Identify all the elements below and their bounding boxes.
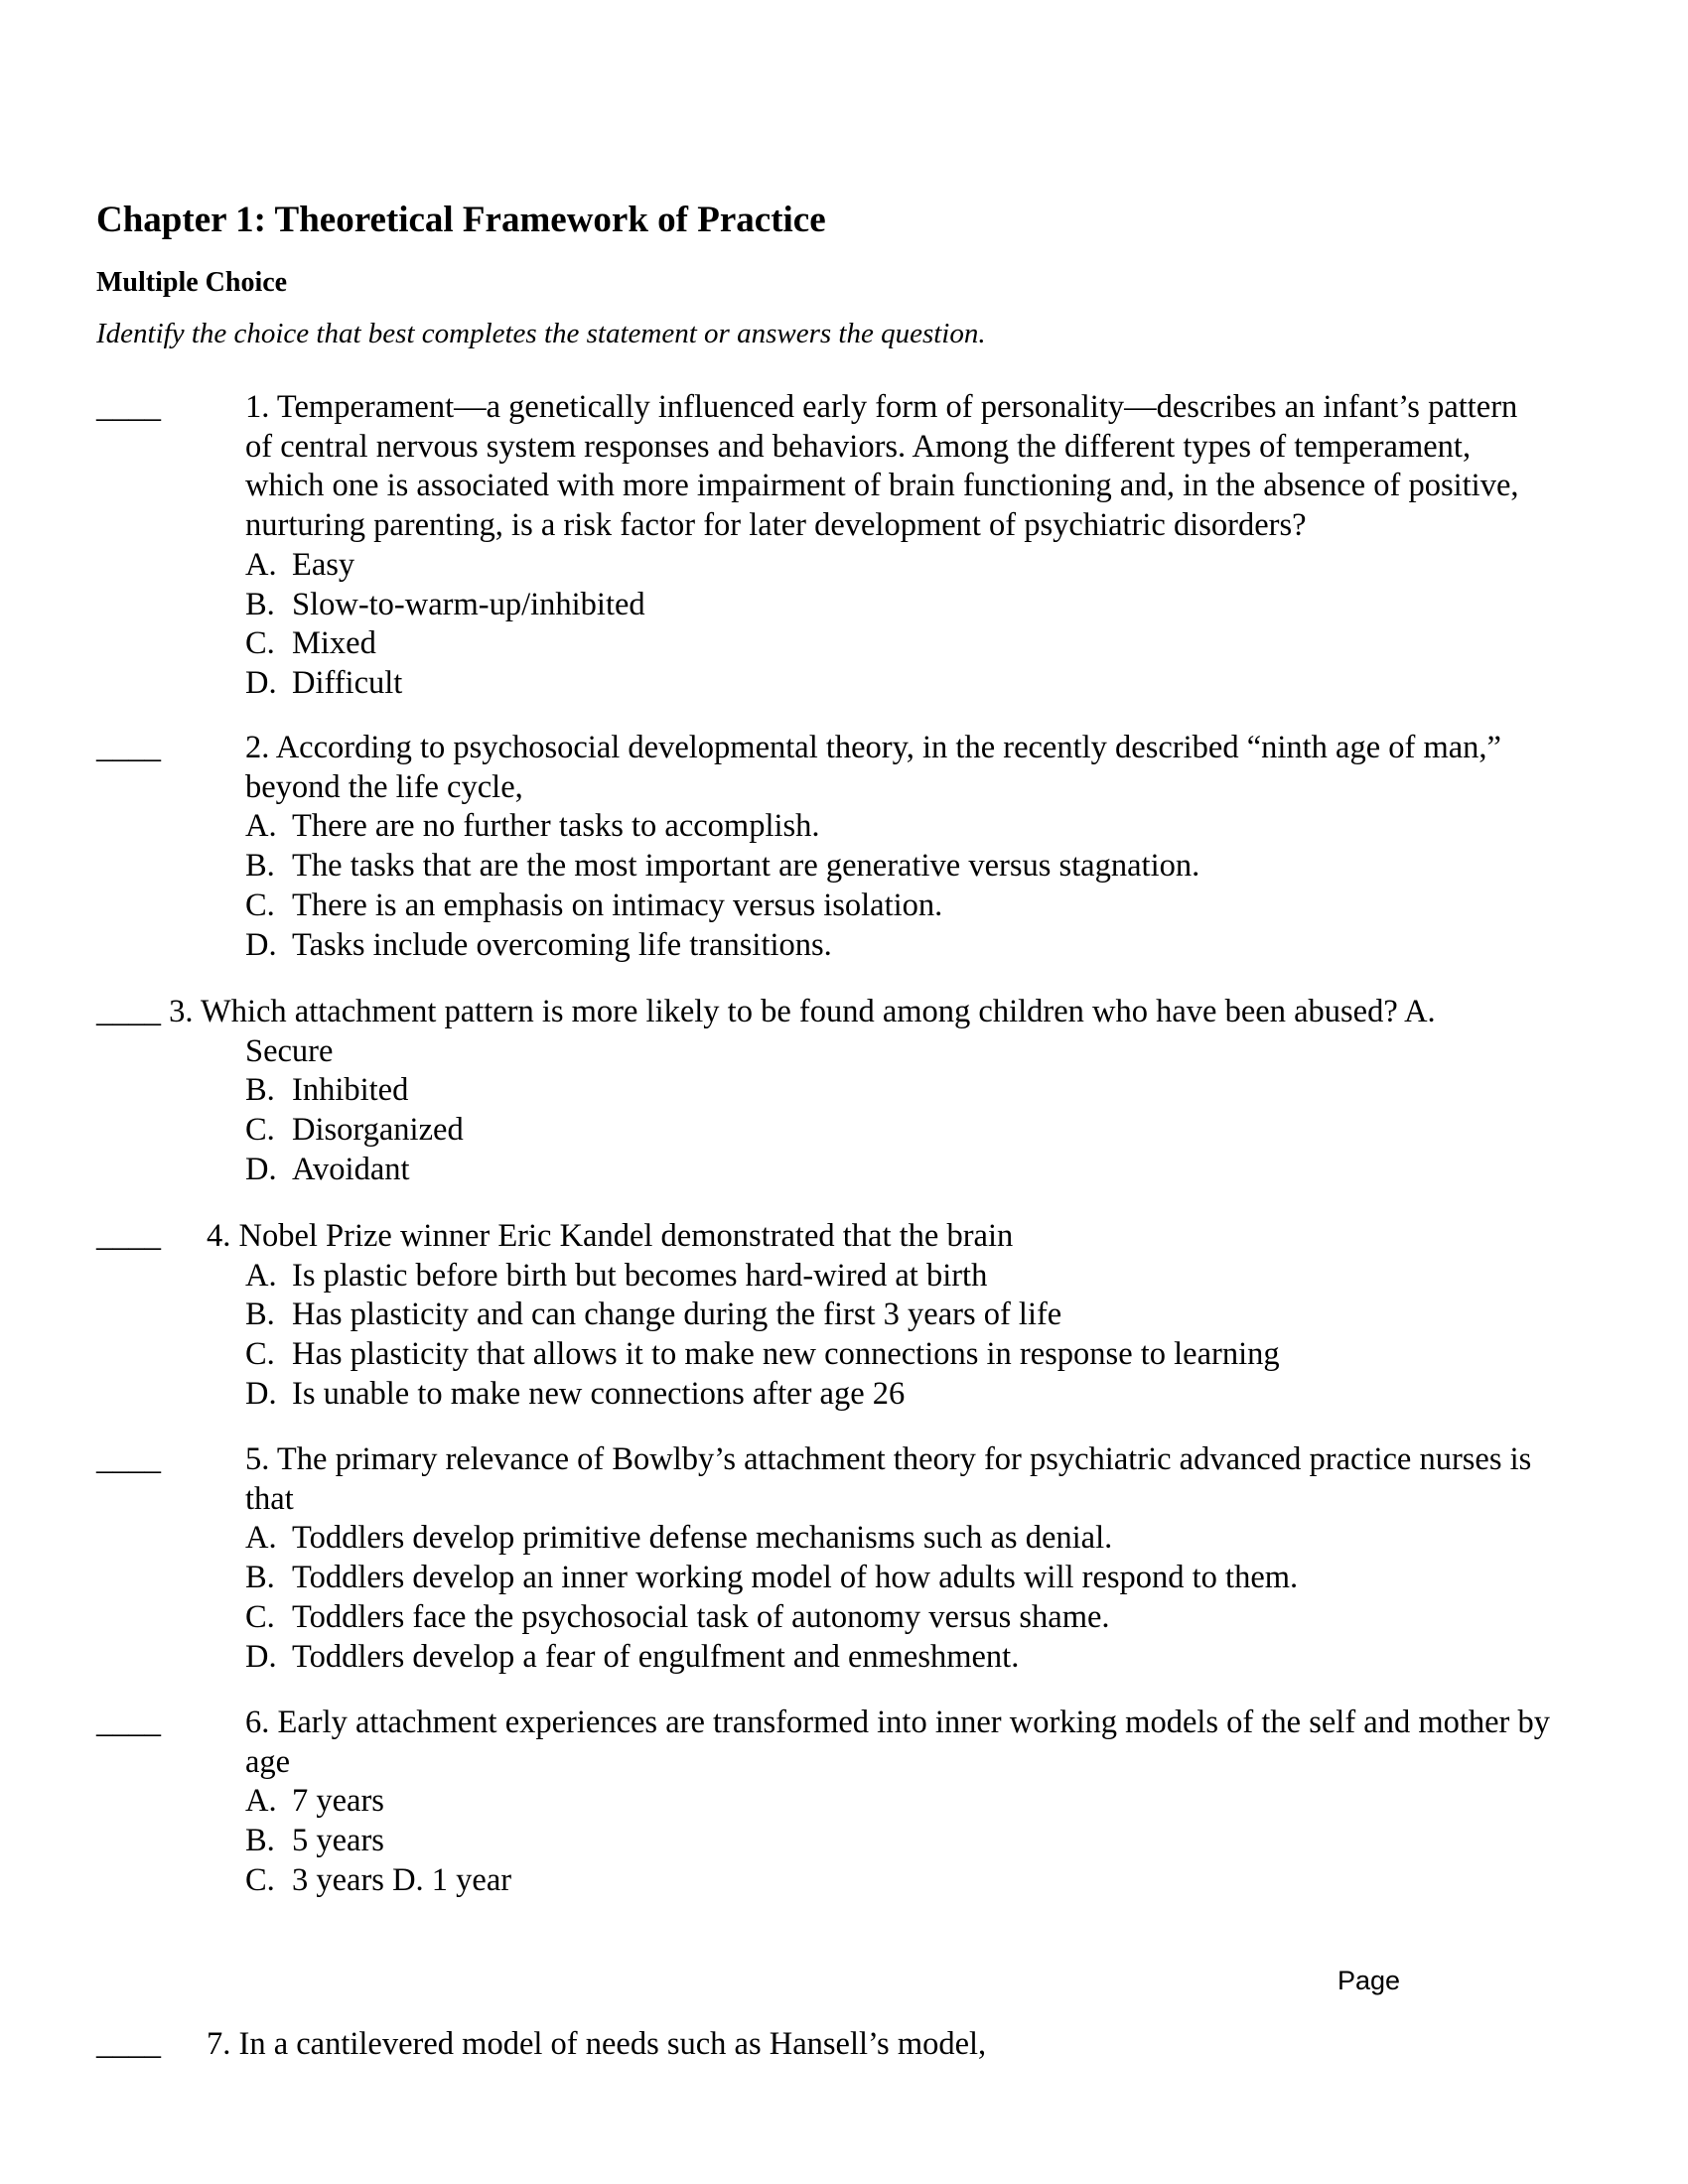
question-text: which one is associated with more impairment of brain functioning and, in the absence of positive, bbox=[245, 468, 1519, 504]
question-stem: 3. Which attachment pattern is more likely to be found among children who have been abused? A. bbox=[169, 994, 1436, 1029]
option-d bbox=[245, 1375, 1606, 1415]
option-text: Is unable to make new connections after age 26 bbox=[292, 1375, 906, 1412]
answer-blank[interactable]: ____ bbox=[96, 994, 161, 1029]
question-text: 5. The primary relevance of Bowlby’s attachment theory for psychiatric advanced practice nurses is bbox=[245, 1441, 1532, 1477]
option-letter: D. bbox=[245, 1638, 277, 1675]
option-letter: B. bbox=[245, 1072, 275, 1109]
question-text: that bbox=[245, 1480, 294, 1517]
option-text: Has plasticity and can change during the first 3 years of life bbox=[292, 1297, 1062, 1333]
question-7 bbox=[96, 2025, 1606, 2065]
question-5 bbox=[96, 1440, 1606, 1677]
question-4 bbox=[96, 1217, 1606, 1415]
option-text: Inhibited bbox=[292, 1072, 409, 1109]
question-text: Secure bbox=[245, 1032, 334, 1069]
option-d bbox=[245, 664, 1606, 704]
question-text: 4. Nobel Prize winner Eric Kandel demonstrated that the brain bbox=[207, 1218, 1014, 1254]
option-letter: A. bbox=[245, 1520, 277, 1557]
option-letter: C. bbox=[245, 625, 275, 662]
option-letter: D. bbox=[245, 1151, 277, 1187]
option-text: Slow-to-warm-up/inhibited bbox=[292, 586, 645, 622]
option-a bbox=[245, 546, 1606, 586]
option-b bbox=[245, 586, 1606, 625]
chapter-title: Chapter 1: Theoretical Framework of Practice bbox=[96, 200, 826, 240]
question-1 bbox=[96, 388, 1606, 704]
option-letter: A. bbox=[245, 1257, 277, 1294]
option-text: There is an emphasis on intimacy versus isolation. bbox=[292, 887, 943, 923]
question-6 bbox=[96, 1704, 1606, 1901]
option-text: Toddlers develop an inner working model of how adults will respond to them. bbox=[292, 1560, 1299, 1596]
answer-blank[interactable]: ____ bbox=[96, 730, 161, 765]
answer-blank[interactable]: ____ bbox=[96, 2026, 161, 2062]
option-letter: A. bbox=[245, 808, 277, 845]
option-letter: B. bbox=[245, 1823, 275, 1859]
option-text: Has plasticity that allows it to make new connections in response to learning bbox=[292, 1336, 1280, 1373]
question-3 bbox=[96, 993, 1606, 1190]
option-letter: B. bbox=[245, 848, 275, 885]
question-text bbox=[96, 993, 1606, 1032]
page-label: Page bbox=[1337, 1966, 1401, 1995]
question-text: nurturing parenting, is a risk factor for later development of psychiatric disorders? bbox=[245, 507, 1307, 544]
option-letter: A. bbox=[245, 546, 277, 583]
option-text: 3 years D. 1 year bbox=[292, 1861, 512, 1898]
option-letter: D. bbox=[245, 664, 277, 701]
option-text: Is plastic before birth but becomes hard-wired at birth bbox=[292, 1257, 988, 1294]
option-text: 7 years bbox=[292, 1783, 384, 1820]
question-text: beyond the life cycle, bbox=[245, 768, 523, 805]
option-c bbox=[245, 1111, 1606, 1151]
section-heading: Multiple Choice bbox=[96, 267, 288, 298]
option-letter: C. bbox=[245, 887, 275, 923]
question-text: 7. In a cantilevered model of needs such as Hansell’s model, bbox=[207, 2026, 987, 2062]
option-letter: B. bbox=[245, 1560, 275, 1596]
question-text: 2. According to psychosocial developmental theory, in the recently described “ninth age of man,” bbox=[245, 730, 1501, 765]
option-text: Tasks include overcoming life transitions. bbox=[292, 926, 832, 963]
option-text: Avoidant bbox=[292, 1151, 410, 1187]
option-text: The tasks that are the most important are generative versus stagnation. bbox=[292, 848, 1200, 885]
option-letter: B. bbox=[245, 586, 275, 622]
question-text: 6. Early attachment experiences are transformed into inner working models of the self and mother by bbox=[245, 1705, 1550, 1740]
option-letter: C. bbox=[245, 1598, 275, 1635]
option-letter: C. bbox=[245, 1336, 275, 1373]
instructions: Identify the choice that best completes the statement or answers the question. bbox=[96, 318, 986, 349]
option-b bbox=[245, 1296, 1606, 1335]
question-2 bbox=[96, 729, 1606, 965]
option-text: Difficult bbox=[292, 664, 403, 701]
option-b bbox=[245, 847, 1606, 887]
option-letter: D. bbox=[245, 926, 277, 963]
option-b bbox=[245, 1071, 1606, 1111]
option-c bbox=[245, 1861, 1606, 1901]
answer-blank[interactable]: ____ bbox=[96, 389, 161, 425]
option-letter: D. bbox=[245, 1375, 277, 1412]
option-c bbox=[245, 1335, 1606, 1375]
option-c bbox=[245, 1598, 1606, 1638]
option-letter: C. bbox=[245, 1112, 275, 1149]
option-text: Toddlers face the psychosocial task of autonomy versus shame. bbox=[292, 1598, 1110, 1635]
option-text: Disorganized bbox=[292, 1112, 464, 1149]
option-letter: B. bbox=[245, 1297, 275, 1333]
option-text: Toddlers develop primitive defense mechanisms such as denial. bbox=[292, 1520, 1113, 1557]
option-a bbox=[245, 807, 1606, 847]
option-text: Mixed bbox=[292, 625, 376, 662]
option-text: 5 years bbox=[292, 1823, 384, 1859]
option-d bbox=[245, 1638, 1606, 1678]
option-c bbox=[245, 624, 1606, 664]
answer-blank[interactable]: ____ bbox=[96, 1705, 161, 1740]
option-a bbox=[245, 1257, 1606, 1297]
option-a bbox=[245, 1782, 1606, 1822]
option-d bbox=[245, 1151, 1606, 1190]
option-text: There are no further tasks to accomplish. bbox=[292, 808, 820, 845]
answer-blank[interactable]: ____ bbox=[96, 1218, 161, 1254]
option-b bbox=[245, 1559, 1606, 1598]
option-b bbox=[245, 1822, 1606, 1861]
option-letter: C. bbox=[245, 1861, 275, 1898]
option-text: Easy bbox=[292, 546, 355, 583]
option-c bbox=[245, 887, 1606, 926]
option-d bbox=[245, 926, 1606, 966]
option-a bbox=[245, 1519, 1606, 1559]
question-text: 1. Temperament—a genetically influenced early form of personality—describes an infant’s pattern bbox=[245, 389, 1518, 425]
option-text: Toddlers develop a fear of engulfment and enmeshment. bbox=[292, 1638, 1020, 1675]
answer-blank[interactable]: ____ bbox=[96, 1441, 161, 1477]
option-letter: A. bbox=[245, 1783, 277, 1820]
question-text: of central nervous system responses and behaviors. Among the different types of temperament, bbox=[245, 428, 1472, 465]
question-text: age bbox=[245, 1743, 291, 1780]
